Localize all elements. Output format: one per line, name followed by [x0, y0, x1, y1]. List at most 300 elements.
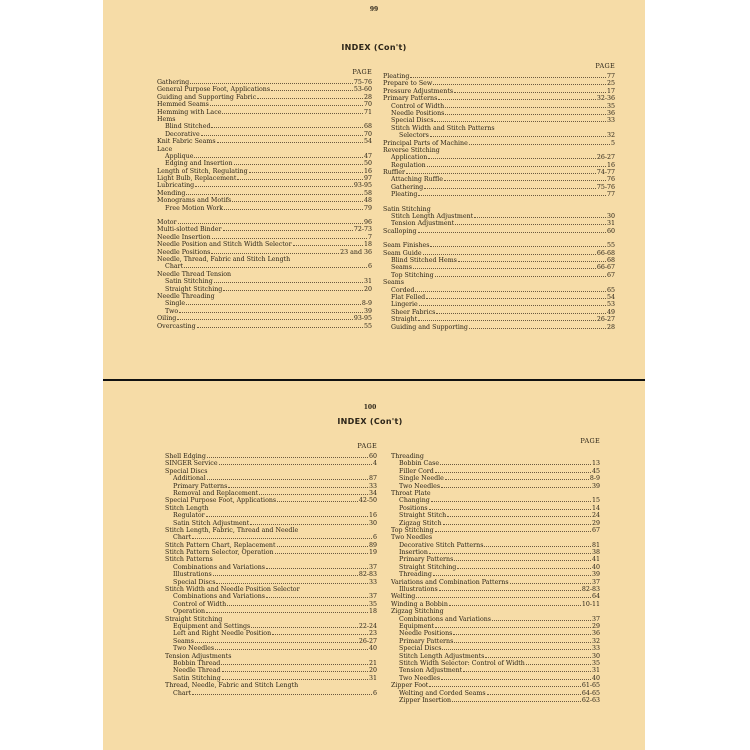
entry-topic: Pleating: [391, 191, 418, 199]
index-entry: [157, 79, 372, 86]
entry-page-ref: 35: [368, 600, 377, 608]
dot-leader: [429, 553, 591, 554]
entry-topic: Decorative Stitch Patterns: [399, 541, 484, 549]
entry-page-ref: 22-24: [358, 622, 377, 630]
entry-topic: Seam Finishes: [383, 242, 430, 250]
entry-topic: Application: [391, 154, 428, 162]
entry-page-ref: 30: [606, 213, 615, 221]
entry-page-ref: 20: [368, 667, 377, 675]
index-subentry: [165, 520, 377, 527]
entry-page-ref: 20: [363, 285, 372, 293]
dot-leader: [275, 553, 368, 554]
entry-topic: Hemmed Seams: [157, 101, 209, 109]
dot-leader: [440, 464, 591, 465]
dot-leader: [251, 627, 358, 628]
index-entry: [383, 147, 615, 154]
index-subentry: [391, 512, 600, 519]
dot-leader: [215, 649, 368, 650]
index-subentry: [391, 675, 600, 682]
entry-topic: Selectors: [399, 132, 429, 140]
dot-leader: [237, 179, 363, 180]
index-subentry: [383, 264, 615, 271]
dot-leader: [435, 627, 591, 628]
entry-page-ref: 30: [591, 652, 600, 660]
entry-topic: Chart: [165, 263, 184, 271]
index-subentry: [165, 608, 377, 615]
dot-leader: [250, 524, 368, 525]
entry-page-ref: 37: [368, 563, 377, 571]
dot-leader: [487, 694, 581, 695]
entry-page-ref: 18: [363, 241, 372, 249]
index-subentry: [157, 308, 372, 315]
entry-topic: Top Stitching: [391, 271, 434, 279]
entry-page-ref: 64-65: [581, 689, 600, 697]
entry-topic: Primary Patterns: [399, 637, 454, 645]
entry-topic: Regulation: [391, 161, 426, 169]
entry-topic: Additional: [173, 475, 206, 483]
entry-page-ref: 54: [606, 293, 615, 301]
dot-leader: [463, 671, 591, 672]
dot-leader: [212, 238, 367, 239]
index-entry: [383, 250, 615, 257]
dot-leader: [441, 487, 591, 488]
entry-topic: Applique: [165, 152, 194, 160]
dot-leader: [445, 479, 589, 480]
scanned-document: [103, 0, 645, 750]
index-subentry: [383, 162, 615, 169]
entry-topic: Left and Right Needle Position: [173, 630, 272, 638]
entry-page-ref: 33: [591, 645, 600, 653]
index-entry: [391, 490, 600, 497]
dot-leader: [474, 217, 606, 218]
entry-page-ref: 10-11: [581, 600, 600, 608]
entry-topic: Motor: [157, 219, 177, 227]
entry-page-ref: 35: [606, 102, 615, 110]
index-entry: [157, 256, 372, 263]
index-subentry: [165, 660, 377, 667]
entry-topic: Lingerie: [391, 301, 418, 309]
index-subentry: [165, 534, 377, 541]
index-entry: [157, 116, 372, 123]
entry-topic: Stitch Length Adjustment: [391, 213, 474, 221]
entry-page-ref: 74-77: [596, 169, 615, 177]
entry-topic: Two Needles: [391, 534, 433, 542]
entry-topic: Positions: [399, 504, 428, 512]
dot-leader: [177, 319, 353, 320]
index-subentry: [165, 490, 377, 497]
index-subentry: [383, 220, 615, 227]
entry-page-ref: 36: [591, 630, 600, 638]
dot-leader: [433, 84, 606, 85]
page-column-heading: PAGE: [357, 442, 377, 450]
dot-leader: [406, 173, 596, 174]
index-entry: [157, 190, 372, 197]
dot-leader: [433, 575, 591, 576]
entry-page-ref: 29: [591, 519, 600, 527]
index-subentry: [383, 309, 615, 316]
index-subentry: [391, 653, 600, 660]
entry-page-ref: 31: [368, 674, 377, 682]
index-subentry: [383, 132, 615, 139]
entry-topic: Stitch Length: [165, 504, 209, 512]
entry-topic: Illustrations: [399, 586, 438, 594]
entry-topic: Two Needles: [399, 674, 441, 682]
dot-leader: [526, 664, 591, 665]
index-entry: [157, 234, 372, 241]
entry-page-ref: 33: [368, 482, 377, 490]
entry-topic: Straight Stitching: [165, 615, 223, 623]
entry-page-ref: 18: [368, 608, 377, 616]
page-title: INDEX (Con't): [341, 43, 407, 52]
dot-leader: [266, 568, 368, 569]
entry-topic: Needle Insertion: [157, 233, 211, 241]
entry-page-ref: 40: [368, 645, 377, 653]
dot-leader: [434, 121, 606, 122]
index-subentry: [157, 286, 372, 293]
entry-topic: Bobbin Case: [399, 460, 440, 468]
entry-topic: Straight Stitch: [399, 512, 447, 520]
index-entry: [157, 271, 372, 278]
dot-leader: [195, 642, 358, 643]
entry-page-ref: 39: [363, 307, 372, 315]
index-entry: [383, 88, 615, 95]
dot-leader: [454, 92, 606, 93]
index-subentry: [391, 460, 600, 467]
index-entry: [165, 527, 377, 534]
dot-leader: [427, 166, 606, 167]
index-subentry: [391, 667, 600, 674]
dot-leader: [458, 261, 606, 262]
entry-topic: Mending: [157, 189, 186, 197]
dot-leader: [216, 583, 368, 584]
entry-page-ref: 96: [363, 219, 372, 227]
index-subentry: [165, 675, 377, 682]
page-title: INDEX (Con't): [337, 417, 403, 426]
entry-topic: Control of Width: [391, 102, 445, 110]
dot-leader: [418, 320, 596, 321]
dot-leader: [195, 186, 353, 187]
entry-topic: Needle Threading: [157, 292, 215, 300]
entry-topic: Removal and Replacement: [173, 489, 259, 497]
entry-topic: Satin Stitching: [165, 278, 213, 286]
dot-leader: [438, 99, 595, 100]
entry-topic: Guiding and Supporting: [391, 323, 468, 331]
entry-page-ref: 35: [591, 659, 600, 667]
dot-leader: [510, 583, 591, 584]
entry-page-ref: 72-73: [353, 226, 372, 234]
index-subentry: [391, 520, 600, 527]
entry-page-ref: 21: [368, 659, 377, 667]
dot-leader: [415, 291, 606, 292]
index-subentry: [383, 316, 615, 323]
entry-page-ref: 41: [591, 556, 600, 564]
entry-topic: Special Discs: [399, 645, 442, 653]
index-entry: [165, 505, 377, 512]
index-entry: [165, 453, 377, 460]
index-subentry: [383, 294, 615, 301]
dot-leader: [227, 605, 368, 606]
index-subentry: [165, 579, 377, 586]
page-column-heading: PAGE: [580, 437, 600, 445]
dot-leader: [455, 224, 606, 225]
dot-leader: [222, 671, 368, 672]
index-subentry: [165, 475, 377, 482]
entry-page-ref: 37: [591, 578, 600, 586]
dot-leader: [192, 538, 372, 539]
entry-page-ref: 61-65: [581, 682, 600, 690]
entry-topic: Changing: [399, 497, 430, 505]
index-subentry: [391, 542, 600, 549]
entry-topic: Zigzag Stitching: [391, 608, 444, 616]
dot-leader: [441, 679, 591, 680]
index-subentry: [165, 690, 377, 697]
dot-leader: [418, 195, 606, 196]
dot-leader: [222, 679, 368, 680]
dot-leader: [431, 501, 591, 502]
entry-page-ref: 45: [591, 467, 600, 475]
dot-leader: [210, 105, 363, 106]
index-subentry: [157, 263, 372, 270]
entry-topic: Lace: [157, 145, 173, 153]
entry-page-ref: 79: [363, 204, 372, 212]
entry-page-ref: 6: [372, 689, 377, 697]
index-subentry: [391, 468, 600, 475]
index-entry: [165, 616, 377, 623]
dot-leader: [277, 546, 368, 547]
entry-topic: Throat Plate: [391, 489, 431, 497]
index-subentry: [383, 184, 615, 191]
dot-leader: [418, 232, 606, 233]
dot-leader: [192, 694, 372, 695]
index-entry: [157, 226, 372, 233]
entry-page-ref: 93-95: [353, 182, 372, 190]
index-subentry: [391, 586, 600, 593]
index-entry: [383, 140, 615, 147]
dot-leader: [443, 524, 591, 525]
index-subentry: [383, 103, 615, 110]
entry-page-ref: 6: [372, 534, 377, 542]
entry-topic: Insertion: [399, 549, 428, 557]
dot-leader: [228, 487, 368, 488]
dot-leader: [213, 575, 358, 576]
index-entry: [165, 460, 377, 467]
dot-leader: [186, 194, 363, 195]
dot-leader: [435, 472, 591, 473]
entry-page-ref: 53: [606, 301, 615, 309]
entry-page-ref: 8-9: [589, 475, 600, 483]
entry-topic: Two: [165, 307, 179, 315]
dot-leader: [211, 127, 363, 128]
dot-leader: [424, 188, 596, 189]
index-entry: [157, 146, 372, 153]
entry-page-ref: 8-9: [361, 300, 372, 308]
entry-topic: Primary Patterns: [399, 556, 454, 564]
entry-topic: Single: [165, 300, 186, 308]
entry-topic: Satin Stitch Adjustment: [173, 519, 250, 527]
index-subentry: [383, 287, 615, 294]
dot-leader: [259, 494, 368, 495]
entry-page-ref: 68: [363, 123, 372, 131]
entry-page-ref: 24: [591, 512, 600, 520]
entry-topic: Seams: [173, 637, 194, 645]
index-entry: [383, 169, 615, 176]
entry-page-ref: 75-76: [596, 183, 615, 191]
dot-leader: [206, 612, 368, 613]
entry-topic: Chart: [173, 534, 192, 542]
dot-leader: [272, 634, 368, 635]
index-entry: [383, 95, 615, 102]
entry-topic: Regulator: [173, 512, 205, 520]
index-entry: [391, 453, 600, 460]
index-subentry: [391, 475, 600, 482]
entry-page-ref: 26-27: [358, 637, 377, 645]
dot-leader: [419, 305, 606, 306]
index-entry: [157, 293, 372, 300]
index-entry: [157, 315, 372, 322]
entry-topic: Needle Thread: [173, 667, 221, 675]
dot-leader: [207, 479, 368, 480]
entry-topic: Attaching Ruffle: [391, 176, 443, 184]
entry-topic: Special Discs: [391, 117, 434, 125]
entry-page-ref: 28: [606, 323, 615, 331]
index-entry: [157, 138, 372, 145]
dot-leader: [445, 114, 606, 115]
entry-topic: Special Purpose Foot, Applications: [165, 497, 277, 505]
index-subentry: [165, 564, 377, 571]
dot-leader: [430, 246, 606, 247]
entry-topic: Illustrations: [173, 571, 212, 579]
entry-topic: Lubricating: [157, 182, 195, 190]
index-entry: [383, 206, 615, 213]
entry-page-ref: 68: [606, 256, 615, 264]
index-entry: [165, 549, 377, 556]
index-subentry: [165, 512, 377, 519]
index-subentry: [391, 660, 600, 667]
entry-page-ref: 38: [591, 549, 600, 557]
entry-topic: Hemming with Lace: [157, 108, 222, 116]
index-entry: [383, 242, 615, 249]
entry-topic: Zipper Foot: [391, 682, 429, 690]
index-subentry: [391, 549, 600, 556]
dot-leader: [492, 620, 591, 621]
index-subentry: [165, 667, 377, 674]
entry-page-ref: 31: [591, 667, 600, 675]
dot-leader: [201, 135, 363, 136]
dot-leader: [206, 516, 368, 517]
index-entry: [165, 653, 377, 660]
entry-page-ref: 15: [591, 497, 600, 505]
entry-topic: Chart: [173, 689, 192, 697]
entry-topic: Stitch Width and Stitch Patterns: [391, 124, 495, 132]
dot-leader: [413, 268, 596, 269]
page-divider: [103, 379, 645, 381]
index-subentry: [157, 160, 372, 167]
entry-topic: Seams: [383, 279, 404, 287]
entry-page-ref: 50: [363, 160, 372, 168]
entry-topic: Threading: [391, 453, 424, 460]
dot-leader: [293, 245, 363, 246]
index-entries: [383, 73, 615, 331]
page-column-heading: PAGE: [352, 68, 372, 76]
index-subentry: [391, 564, 600, 571]
dot-leader: [266, 597, 368, 598]
page-column-heading: PAGE: [595, 62, 615, 70]
entry-topic: Scalloping: [383, 227, 417, 235]
entry-page-ref: 16: [363, 167, 372, 175]
dot-leader: [197, 327, 363, 328]
entry-topic: Straight Stitching: [399, 563, 457, 571]
dot-leader: [277, 501, 358, 502]
entry-page-ref: 37: [591, 615, 600, 623]
index-entry: [157, 101, 372, 108]
dot-leader: [234, 164, 363, 165]
entry-topic: Seams: [391, 264, 412, 272]
index-subentry: [157, 131, 372, 138]
entry-topic: Decorative: [165, 130, 200, 138]
entry-topic: Needle Positions: [157, 248, 211, 256]
dot-leader: [484, 546, 591, 547]
dot-leader: [179, 312, 363, 313]
index-subentry: [383, 301, 615, 308]
index-entry: [391, 593, 600, 600]
dot-leader: [224, 209, 363, 210]
dot-leader: [257, 98, 363, 99]
entry-topic: Guiding and Supporting Fabric: [157, 93, 257, 101]
entry-topic: SINGER Service: [165, 460, 218, 468]
dot-leader: [223, 230, 353, 231]
entry-topic: Prepare to Sew: [383, 80, 433, 88]
entry-topic: Welting and Corded Seams: [399, 689, 486, 697]
entry-topic: Winding a Bobbin: [391, 600, 448, 608]
entry-page-ref: 47: [363, 152, 372, 160]
entry-page-ref: 54: [363, 138, 372, 146]
entry-topic: Free Motion Work: [165, 204, 224, 212]
dot-leader: [416, 597, 591, 598]
dot-leader: [452, 701, 581, 702]
entry-topic: Oiling: [157, 315, 177, 323]
index-subentry: [391, 571, 600, 578]
dot-leader: [444, 180, 606, 181]
index-subentry: [391, 645, 600, 652]
dot-leader: [249, 172, 363, 173]
index-entry: [157, 175, 372, 182]
entry-topic: Stitch Pattern Selector, Operation: [165, 549, 274, 557]
dot-leader: [439, 590, 581, 591]
entry-topic: Flat Felled: [391, 293, 426, 301]
index-subentry: [383, 191, 615, 198]
index-subentry: [383, 213, 615, 220]
entry-topic: Sheer Fabrics: [391, 308, 436, 316]
dot-leader: [445, 107, 606, 108]
entry-page-ref: 25: [606, 80, 615, 88]
entry-page-ref: 17: [606, 87, 615, 95]
entry-page-ref: 77: [606, 191, 615, 199]
entry-topic: Stitch Width Selector: Control of Width: [399, 659, 525, 667]
entry-page-ref: 77: [606, 73, 615, 80]
index-subentry: [165, 623, 377, 630]
dot-leader: [435, 276, 606, 277]
index-entry: [383, 73, 615, 80]
entry-topic: Primary Patterns: [383, 95, 438, 103]
entry-page-ref: 75-76: [353, 79, 372, 86]
index-subentry: [165, 571, 377, 578]
index-subentry: [157, 300, 372, 307]
entry-topic: Shell Edging: [165, 453, 206, 460]
entry-page-ref: 26-27: [596, 316, 615, 324]
index-subentry: [391, 505, 600, 512]
dot-leader: [184, 267, 367, 268]
entry-page-ref: 39: [591, 571, 600, 579]
